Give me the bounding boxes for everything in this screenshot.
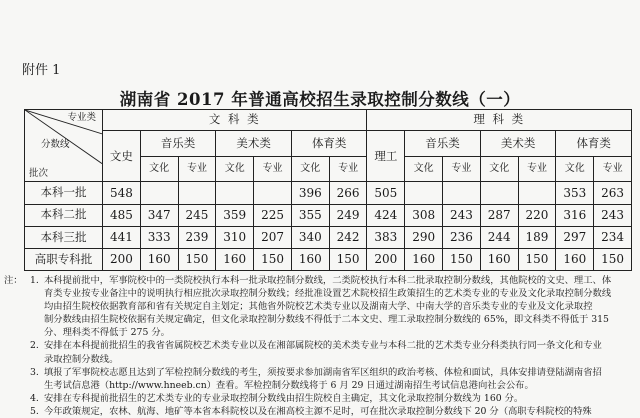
score-table xyxy=(24,109,632,271)
score-cell: 160 xyxy=(216,248,254,270)
like-header: 理 科 类 xyxy=(367,110,632,131)
corner-major-label: 专业类 xyxy=(67,112,96,123)
note-3 xyxy=(4,366,634,392)
corner-score-label: 分数线 xyxy=(41,139,70,150)
table-row xyxy=(25,226,632,248)
score-cell: 263 xyxy=(594,182,632,204)
score-cell: 150 xyxy=(443,248,481,270)
sub-header-culture: 文化 xyxy=(556,157,594,182)
score-cell: 396 xyxy=(291,182,329,204)
score-cell: 485 xyxy=(103,204,141,226)
score-cell xyxy=(405,182,443,204)
score-cell: 225 xyxy=(254,204,292,226)
score-cell: 347 xyxy=(140,204,178,226)
score-cell: 160 xyxy=(556,248,594,270)
group-wenshi: 文史 xyxy=(103,131,141,182)
score-cell xyxy=(216,182,254,204)
note-2-text: 安排在本科提前批招生的我省省属院校艺术类专业以及在湘部属院校的美术类专业与本科二批的艺术类专业分科类执行同一条文化和专业 录取控制分数线。 xyxy=(44,340,602,365)
score-cell: 160 xyxy=(405,248,443,270)
sub-header-culture: 文化 xyxy=(480,157,518,182)
group-wen-music: 音乐类 xyxy=(140,131,216,157)
table-body xyxy=(25,182,632,271)
score-cell xyxy=(443,182,481,204)
score-cell: 160 xyxy=(291,248,329,270)
group-li-art: 美术类 xyxy=(480,131,556,157)
score-cell: 355 xyxy=(291,204,329,226)
group-wen-art: 美术类 xyxy=(216,131,292,157)
note-1-text: 本科提前批中，军事院校中的一类院校执行本科一批录取控制分数线，二类院校执行本科二批录取控制分数线，其他院校的文史、理工、体 育类专业按专业备注中的说明执行相应批次录取控制分数线；经批准设置艺术院校招生政策招生的艺术类专业的专业及文化录取控制分数线 均由招生院校依据教育部和省有关规定自主划定；其他省外院校艺术类专业以及湖南大学、中南大学的音乐类专业的专业及文化录取控 制分数线由招生院校依据有关规定确定，但文化录取控制分数线不得低于二本文史、理工录取控制分数线的 65%，即文科类不得低于 315 分、理科类不得低于 275 分。 xyxy=(44,275,612,339)
batch-label: 本科一批 xyxy=(25,182,103,204)
score-cell: 150 xyxy=(178,248,216,270)
group-ligong: 理工 xyxy=(367,131,405,182)
group-li-sports: 体育类 xyxy=(556,131,632,157)
score-cell: 150 xyxy=(329,248,367,270)
sub-header-culture: 文化 xyxy=(405,157,443,182)
score-cell: 236 xyxy=(443,226,481,248)
score-cell: 441 xyxy=(103,226,141,248)
notes-section xyxy=(4,274,634,418)
score-cell xyxy=(140,182,178,204)
score-cell: 207 xyxy=(254,226,292,248)
sub-header-culture: 文化 xyxy=(140,157,178,182)
score-cell: 244 xyxy=(480,226,518,248)
table-row xyxy=(25,204,632,226)
notes-label: 注： xyxy=(4,275,23,286)
sub-header-culture: 文化 xyxy=(291,157,329,182)
sub-header-major: 专业 xyxy=(518,157,556,182)
corner-header-cell xyxy=(25,110,103,182)
score-cell: 383 xyxy=(367,226,405,248)
note-5-text: 今年政策规定，农林、航海、地矿等本省本科院校以及在湘高校主源不足时，可在批次录取控制分数线下 20 分（高职专科院校的特殊 xyxy=(44,405,592,417)
note-2 xyxy=(4,339,634,365)
table-row xyxy=(25,182,632,204)
note-5-number: 5. xyxy=(30,405,39,417)
batch-label: 高职专科批 xyxy=(25,248,103,270)
score-cell: 242 xyxy=(329,226,367,248)
sub-header-major: 专业 xyxy=(178,157,216,182)
note-4-number: 4. xyxy=(30,392,39,404)
score-cell: 287 xyxy=(480,204,518,226)
score-cell: 266 xyxy=(329,182,367,204)
note-1 xyxy=(4,274,634,339)
score-cell: 239 xyxy=(178,226,216,248)
score-cell: 234 xyxy=(594,226,632,248)
score-cell: 150 xyxy=(254,248,292,270)
note-3-number: 3. xyxy=(30,366,39,378)
score-cell: 548 xyxy=(103,182,141,204)
note-4-text: 安排在专科提前批招生的艺术类专业的专业录取控制分数线由招生院校自主确定，其文化录取控制分数线为 160 分。 xyxy=(44,392,524,404)
score-cell xyxy=(254,182,292,204)
sub-header-major: 专业 xyxy=(594,157,632,182)
score-cell: 249 xyxy=(329,204,367,226)
score-cell: 200 xyxy=(367,248,405,270)
score-cell: 243 xyxy=(443,204,481,226)
score-cell: 150 xyxy=(594,248,632,270)
sub-header-culture: 文化 xyxy=(216,157,254,182)
sub-header-major: 专业 xyxy=(254,157,292,182)
score-cell: 245 xyxy=(178,204,216,226)
note-1-number: 1. xyxy=(30,275,39,286)
score-cell: 505 xyxy=(367,182,405,204)
score-cell xyxy=(178,182,216,204)
score-cell: 189 xyxy=(518,226,556,248)
group-wen-sports: 体育类 xyxy=(291,131,367,157)
score-cell: 297 xyxy=(556,226,594,248)
score-cell: 290 xyxy=(405,226,443,248)
score-cell xyxy=(480,182,518,204)
score-cell: 220 xyxy=(518,204,556,226)
score-cell: 150 xyxy=(518,248,556,270)
sub-header-major: 专业 xyxy=(329,157,367,182)
score-cell xyxy=(518,182,556,204)
score-cell: 333 xyxy=(140,226,178,248)
group-li-music: 音乐类 xyxy=(405,131,481,157)
score-cell: 160 xyxy=(140,248,178,270)
note-5 xyxy=(4,405,634,418)
score-cell: 310 xyxy=(216,226,254,248)
score-cell: 424 xyxy=(367,204,405,226)
score-cell: 340 xyxy=(291,226,329,248)
score-cell: 160 xyxy=(480,248,518,270)
score-cell: 353 xyxy=(556,182,594,204)
note-4 xyxy=(4,392,634,405)
wenke-header: 文 科 类 xyxy=(103,110,367,131)
score-cell: 316 xyxy=(556,204,594,226)
score-cell: 308 xyxy=(405,204,443,226)
note-2-number: 2. xyxy=(30,340,39,352)
annex-label: 附件 1 xyxy=(22,63,61,78)
score-cell: 359 xyxy=(216,204,254,226)
batch-label: 本科三批 xyxy=(25,226,103,248)
batch-label: 本科二批 xyxy=(25,204,103,226)
sub-header-major: 专业 xyxy=(443,157,481,182)
note-3-text: 填报了军事院校志愿且达到了军检控制分数线的考生，须按要求参加湖南省军区组织的政治考核、体检和面试，具体安排请登陆湖南省招 生考试信息港（http://www.hneeb.cn）查看。军检控制分数线将于 6 月 29 日通过湖南招生考试信息港向社会公布。 xyxy=(44,366,602,391)
score-cell: 200 xyxy=(103,248,141,270)
corner-batch-label: 批次 xyxy=(29,167,49,179)
score-cell: 243 xyxy=(594,204,632,226)
table-row xyxy=(25,248,632,270)
document-title: 湖南省 2017 年普通高校招生录取控制分数线（一） xyxy=(119,90,521,109)
